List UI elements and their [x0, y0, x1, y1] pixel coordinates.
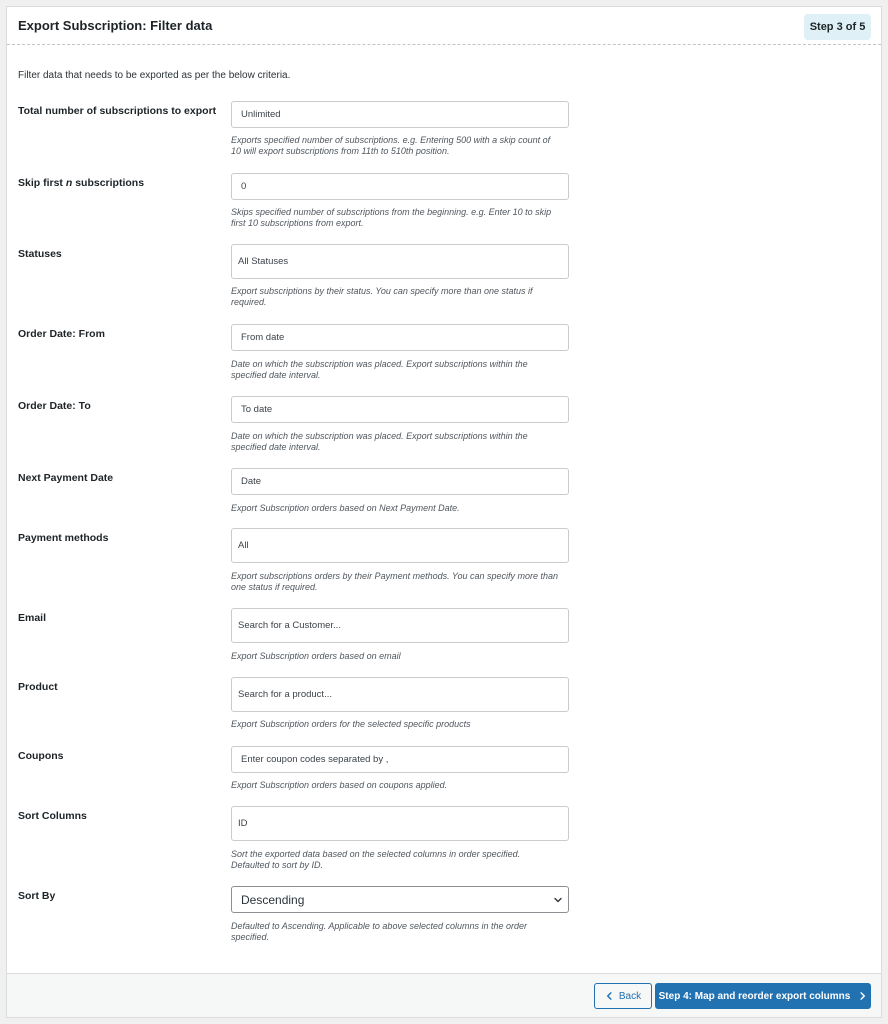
limit-input[interactable]: Unlimited: [231, 101, 569, 128]
page-title: Export Subscription: Filter data: [18, 18, 213, 33]
field-label: Total number of subscriptions to export: [18, 105, 217, 117]
chevron-left-icon: [605, 991, 614, 1001]
field-help: Skips specified number of subscriptions from the beginning. e.g. Enter 10 to skip first 10 subscriptions from export.: [231, 207, 552, 228]
payment-methods-multiselect[interactable]: All: [231, 528, 569, 563]
field-help: Defaulted to Ascending. Applicable to above selected columns in the order specified.: [231, 921, 528, 942]
field-help: Date on which the subscription was placed. Export subscriptions within the specified date interval.: [231, 431, 528, 452]
coupons-input[interactable]: Enter coupon codes separated by ,: [231, 746, 569, 773]
email-search-input[interactable]: Search for a Customer...: [231, 608, 569, 643]
field-help: Date on which the subscription was placed. Export subscriptions within the specified date interval.: [231, 359, 528, 380]
product-search-input[interactable]: Search for a product...: [231, 677, 569, 712]
field-help: Export Subscription orders based on email: [231, 651, 401, 661]
intro-text: Filter data that needs to be exported as per the below criteria.: [18, 70, 291, 81]
sort-by-select[interactable]: [231, 886, 569, 913]
field-help: Export Subscription orders for the selected specific products: [231, 719, 471, 729]
date-from-input[interactable]: From date: [231, 324, 569, 351]
field-label: Product: [18, 681, 58, 693]
sort-columns-multiselect[interactable]: ID: [231, 806, 569, 841]
field-label: Statuses: [18, 248, 62, 260]
field-label: Skip first n subscriptions: [18, 177, 145, 189]
field-help: Export Subscription orders based on Next Payment Date.: [231, 503, 460, 513]
field-label: Next Payment Date: [18, 472, 114, 484]
chevron-down-icon: [553, 895, 563, 905]
skip-input[interactable]: 0: [231, 173, 569, 200]
panel-footer: [7, 973, 881, 1017]
back-button[interactable]: [594, 983, 652, 1009]
chevron-right-icon: [858, 991, 867, 1001]
filter-panel: [6, 6, 882, 1018]
statuses-multiselect[interactable]: All Statuses: [231, 244, 569, 279]
field-help: Export Subscription orders based on coupons applied.: [231, 780, 448, 790]
next-payment-date-input[interactable]: Date: [231, 468, 569, 495]
sort-by-value: Descending: [241, 892, 305, 907]
field-help: Export subscriptions by their status. You can specify more than one status if required.: [231, 286, 533, 307]
field-label: Sort By: [18, 890, 56, 902]
date-to-input[interactable]: To date: [231, 396, 569, 423]
field-label: Coupons: [18, 750, 64, 762]
field-label: Payment methods: [18, 532, 109, 544]
next-step-button-label: Step 4: Map and reorder export columns: [658, 990, 851, 1002]
field-help: Export subscriptions orders by their Payment methods. You can specify more than one status if required.: [231, 571, 558, 592]
step-badge: Step 3 of 5: [804, 14, 871, 40]
back-button-label: Back: [618, 990, 642, 1002]
panel-header: [7, 7, 881, 45]
next-step-button[interactable]: [655, 983, 871, 1009]
field-label: Email: [18, 612, 47, 624]
field-label: Sort Columns: [18, 810, 87, 822]
field-label: Order Date: To: [18, 400, 91, 412]
field-help: Exports specified number of subscriptions. e.g. Entering 500 with a skip count of 10 will export subscriptions from 11th to 510th position.: [231, 135, 551, 156]
field-help: Sort the exported data based on the selected columns in order specified. Defaulted to sort by ID.: [231, 849, 521, 870]
field-label: Order Date: From: [18, 328, 105, 340]
